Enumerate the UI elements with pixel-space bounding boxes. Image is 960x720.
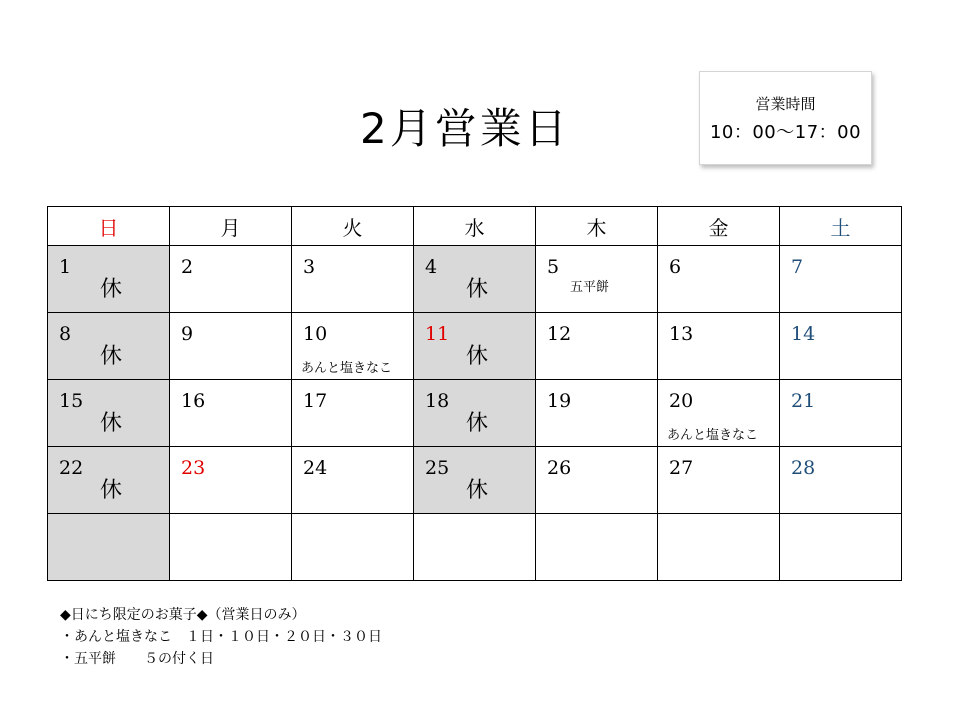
closed-mark: 休 <box>100 478 123 503</box>
day-number: 17 <box>303 390 328 412</box>
limited-sweet-note: あんと塩きなこ <box>301 361 393 376</box>
closed-mark: 休 <box>100 411 123 436</box>
closed-mark: 休 <box>100 277 123 302</box>
calendar-day-cell <box>780 380 902 447</box>
business-hours-value: 10：00〜17：00 <box>709 122 862 143</box>
weekday-thursday: 木 <box>536 207 658 246</box>
calendar-day-cell <box>48 380 170 447</box>
day-number: 3 <box>303 256 316 278</box>
calendar-day-cell <box>292 514 414 581</box>
closed-mark: 休 <box>466 478 489 503</box>
calendar-day-cell <box>658 447 780 514</box>
weekday-wednesday: 水 <box>414 207 536 246</box>
calendar-day-cell <box>414 447 536 514</box>
closed-mark: 休 <box>466 277 489 302</box>
day-number: 9 <box>181 323 194 345</box>
calendar-day-cell <box>292 447 414 514</box>
calendar-day-cell <box>414 246 536 313</box>
calendar-day-cell <box>48 447 170 514</box>
calendar-day-cell <box>658 246 780 313</box>
calendar-day-cell <box>292 246 414 313</box>
calendar-day-cell <box>170 313 292 380</box>
calendar-week-row <box>48 313 902 380</box>
day-number: 23 <box>181 457 206 479</box>
calendar-day-cell <box>536 514 658 581</box>
calendar-day-cell <box>780 246 902 313</box>
calendar-day-cell <box>170 447 292 514</box>
weekday-saturday: 土 <box>780 207 902 246</box>
day-number: 15 <box>59 390 84 412</box>
weekday-header-row <box>48 207 902 246</box>
day-number: 2 <box>181 256 194 278</box>
day-number: 24 <box>303 457 328 479</box>
calendar-table <box>47 206 902 581</box>
weekday-friday: 金 <box>658 207 780 246</box>
calendar-day-cell <box>48 514 170 581</box>
limited-sweet-note: あんと塩きなこ <box>667 428 759 443</box>
calendar-day-cell <box>48 313 170 380</box>
calendar-day-cell <box>780 514 902 581</box>
calendar-day-cell <box>780 447 902 514</box>
day-number: 19 <box>547 390 572 412</box>
note-gohei-mochi: ・五平餅 ５の付く日 <box>60 651 214 667</box>
day-number: 28 <box>791 457 816 479</box>
calendar-day-cell <box>536 313 658 380</box>
day-number: 5 <box>547 256 560 278</box>
day-number: 27 <box>669 457 694 479</box>
calendar-day-cell <box>292 380 414 447</box>
calendar-week-row <box>48 514 902 581</box>
calendar-day-cell <box>658 380 780 447</box>
calendar-day-cell <box>658 313 780 380</box>
day-number: 6 <box>669 256 682 278</box>
calendar-week-row <box>48 447 902 514</box>
day-number: 25 <box>425 457 450 479</box>
calendar-day-cell <box>48 246 170 313</box>
limited-sweet-note: 五平餅 <box>570 280 610 295</box>
closed-mark: 休 <box>466 344 489 369</box>
calendar-day-cell <box>414 313 536 380</box>
calendar-week-row <box>48 246 902 313</box>
note-anto-kinako: ・あんと塩きなこ １日・１０日・２０日・３０日 <box>60 629 382 645</box>
calendar-day-cell <box>658 514 780 581</box>
closed-mark: 休 <box>466 411 489 436</box>
calendar-day-cell <box>536 246 658 313</box>
business-hours-box <box>699 71 872 165</box>
calendar-day-cell <box>170 380 292 447</box>
calendar-day-cell <box>536 447 658 514</box>
day-number: 21 <box>791 390 816 412</box>
day-number: 12 <box>547 323 572 345</box>
day-number: 26 <box>547 457 572 479</box>
day-number: 13 <box>669 323 694 345</box>
calendar-day-cell <box>536 380 658 447</box>
day-number: 18 <box>425 390 450 412</box>
day-number: 14 <box>791 323 816 345</box>
weekday-sunday: 日 <box>48 207 170 246</box>
calendar-day-cell <box>292 313 414 380</box>
day-number: 7 <box>791 256 804 278</box>
limited-sweets-notes <box>60 604 382 670</box>
day-number: 10 <box>303 323 328 345</box>
calendar-day-cell <box>414 514 536 581</box>
day-number: 22 <box>59 457 84 479</box>
weekday-monday: 月 <box>170 207 292 246</box>
calendar-day-cell <box>780 313 902 380</box>
notes-heading: ◆日にち限定のお菓子◆（営業日のみ） <box>60 607 306 623</box>
closed-mark: 休 <box>100 344 123 369</box>
calendar-week-row <box>48 380 902 447</box>
business-hours-label: 営業時間 <box>755 95 816 113</box>
calendar-day-cell <box>414 380 536 447</box>
day-number: 8 <box>59 323 72 345</box>
day-number: 16 <box>181 390 206 412</box>
page-title: 2月営業日 <box>360 104 570 153</box>
day-number: 11 <box>425 323 450 345</box>
calendar-day-cell <box>170 246 292 313</box>
day-number: 20 <box>669 390 694 412</box>
calendar-day-cell <box>170 514 292 581</box>
day-number: 4 <box>425 256 438 278</box>
weekday-tuesday: 火 <box>292 207 414 246</box>
day-number: 1 <box>59 256 72 278</box>
